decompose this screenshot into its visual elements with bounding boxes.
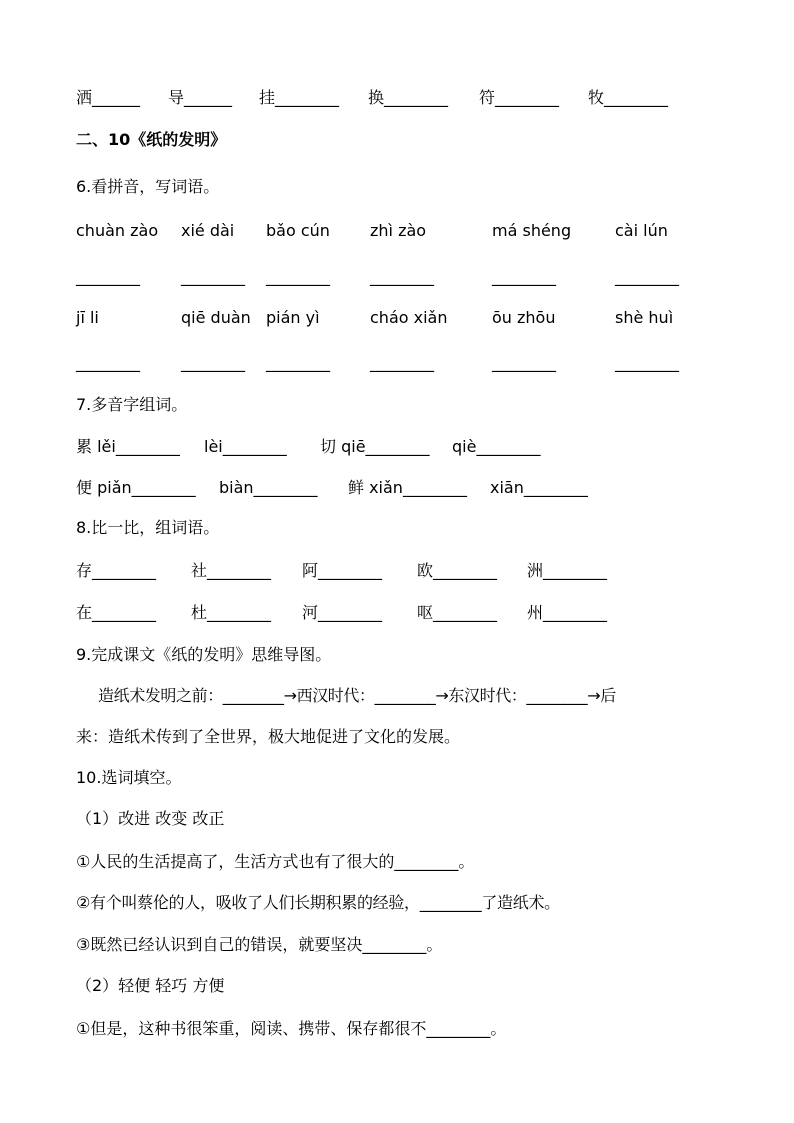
compare-item: 河________ <box>302 603 383 622</box>
pinyin-item: chuàn zào <box>76 221 159 240</box>
compare-row-1 <box>76 560 716 582</box>
answer-blank[interactable]: ________ <box>181 353 245 372</box>
word-item: 牧________ <box>588 88 669 107</box>
polyphone-item: 鲜 xiǎn________ <box>348 478 467 497</box>
answer-blank[interactable]: ________ <box>76 267 140 286</box>
pinyin-item: ōu zhōu <box>492 308 556 327</box>
sentence-4: ①但是，这种书很笨重，阅读、携带、保存都很不________。 <box>76 1019 507 1038</box>
pinyin-item: qiē duàn <box>181 308 251 327</box>
blank-row-2 <box>76 352 716 374</box>
answer-blank[interactable]: ________ <box>370 353 434 372</box>
polyphone-item: qiè________ <box>452 437 541 456</box>
question-9-title: 9.完成课文《纸的发明》思维导图。 <box>76 645 332 664</box>
pinyin-row-1 <box>76 220 716 242</box>
answer-blank[interactable]: ________ <box>615 267 679 286</box>
section-heading: 二、10《纸的发明》 <box>76 130 227 149</box>
compare-item: 在________ <box>76 603 157 622</box>
pinyin-item: pián yì <box>266 308 320 327</box>
compare-item: 阿________ <box>302 561 383 580</box>
pinyin-item: zhì zào <box>370 221 427 240</box>
pinyin-item: jī li <box>76 308 99 327</box>
polyphone-item: biàn________ <box>219 478 318 497</box>
sentence-2: ②有个叫蔡伦的人，吸收了人们长期积累的经验，________了造纸术。 <box>76 893 560 912</box>
polyphone-row-1 <box>76 436 716 458</box>
blank-row-1 <box>76 266 716 288</box>
question-7-title: 7.多音字组词。 <box>76 395 188 414</box>
word-group-1: （1）改进 改变 改正 <box>76 809 225 828</box>
answer-blank[interactable]: ________ <box>492 267 556 286</box>
compare-item: 呕________ <box>417 603 498 622</box>
polyphone-item: 便 piǎn________ <box>76 478 196 497</box>
word-item: 挂________ <box>259 88 340 107</box>
compare-item: 洲________ <box>527 561 608 580</box>
answer-blank[interactable]: ________ <box>76 353 140 372</box>
compare-row-2 <box>76 602 716 624</box>
polyphone-item: lèi________ <box>204 437 287 456</box>
pinyin-item: má shéng <box>492 221 572 240</box>
word-item: 符________ <box>479 88 560 107</box>
answer-blank[interactable]: ________ <box>615 353 679 372</box>
word-item: 洒______ <box>76 88 141 107</box>
pinyin-item: cháo xiǎn <box>370 308 448 327</box>
compare-item: 州________ <box>527 603 608 622</box>
polyphone-item: xiān________ <box>490 478 588 497</box>
answer-blank[interactable]: ________ <box>492 353 556 372</box>
mindmap-line-1: 造纸术发明之前：________→西汉时代：________→东汉时代：________→后 <box>98 686 616 705</box>
pinyin-item: bǎo cún <box>266 221 330 240</box>
polyphone-item: 累 lěi________ <box>76 437 180 456</box>
word-item: 换________ <box>368 88 449 107</box>
polyphone-item: 切 qiē________ <box>320 437 430 456</box>
answer-blank[interactable]: ________ <box>370 267 434 286</box>
word-group-2: （2）轻便 轻巧 方便 <box>76 976 225 995</box>
sentence-3: ③既然已经认识到自己的错误，就要坚决________。 <box>76 935 443 954</box>
compare-item: 社________ <box>191 561 272 580</box>
answer-blank[interactable]: ________ <box>266 353 330 372</box>
word-item: 导______ <box>168 88 233 107</box>
pinyin-item: shè huì <box>615 308 674 327</box>
answer-blank[interactable]: ________ <box>181 267 245 286</box>
compare-item: 欧________ <box>417 561 498 580</box>
polyphone-row-2 <box>76 477 716 499</box>
pinyin-item: cài lún <box>615 221 668 240</box>
pinyin-item: xié dài <box>181 221 235 240</box>
pinyin-row-2 <box>76 307 716 329</box>
question-8-title: 8.比一比，组词语。 <box>76 518 220 537</box>
mindmap-line-2: 来：造纸术传到了全世界，极大地促进了文化的发展。 <box>76 727 461 746</box>
answer-blank[interactable]: ________ <box>266 267 330 286</box>
compare-item: 存________ <box>76 561 157 580</box>
question-10-title: 10.选词填空。 <box>76 768 182 787</box>
question-6-title: 6.看拼音，写词语。 <box>76 177 220 196</box>
sentence-1: ①人民的生活提高了，生活方式也有了很大的________。 <box>76 852 475 871</box>
compare-item: 杜________ <box>191 603 272 622</box>
word-row-1 <box>76 87 716 109</box>
